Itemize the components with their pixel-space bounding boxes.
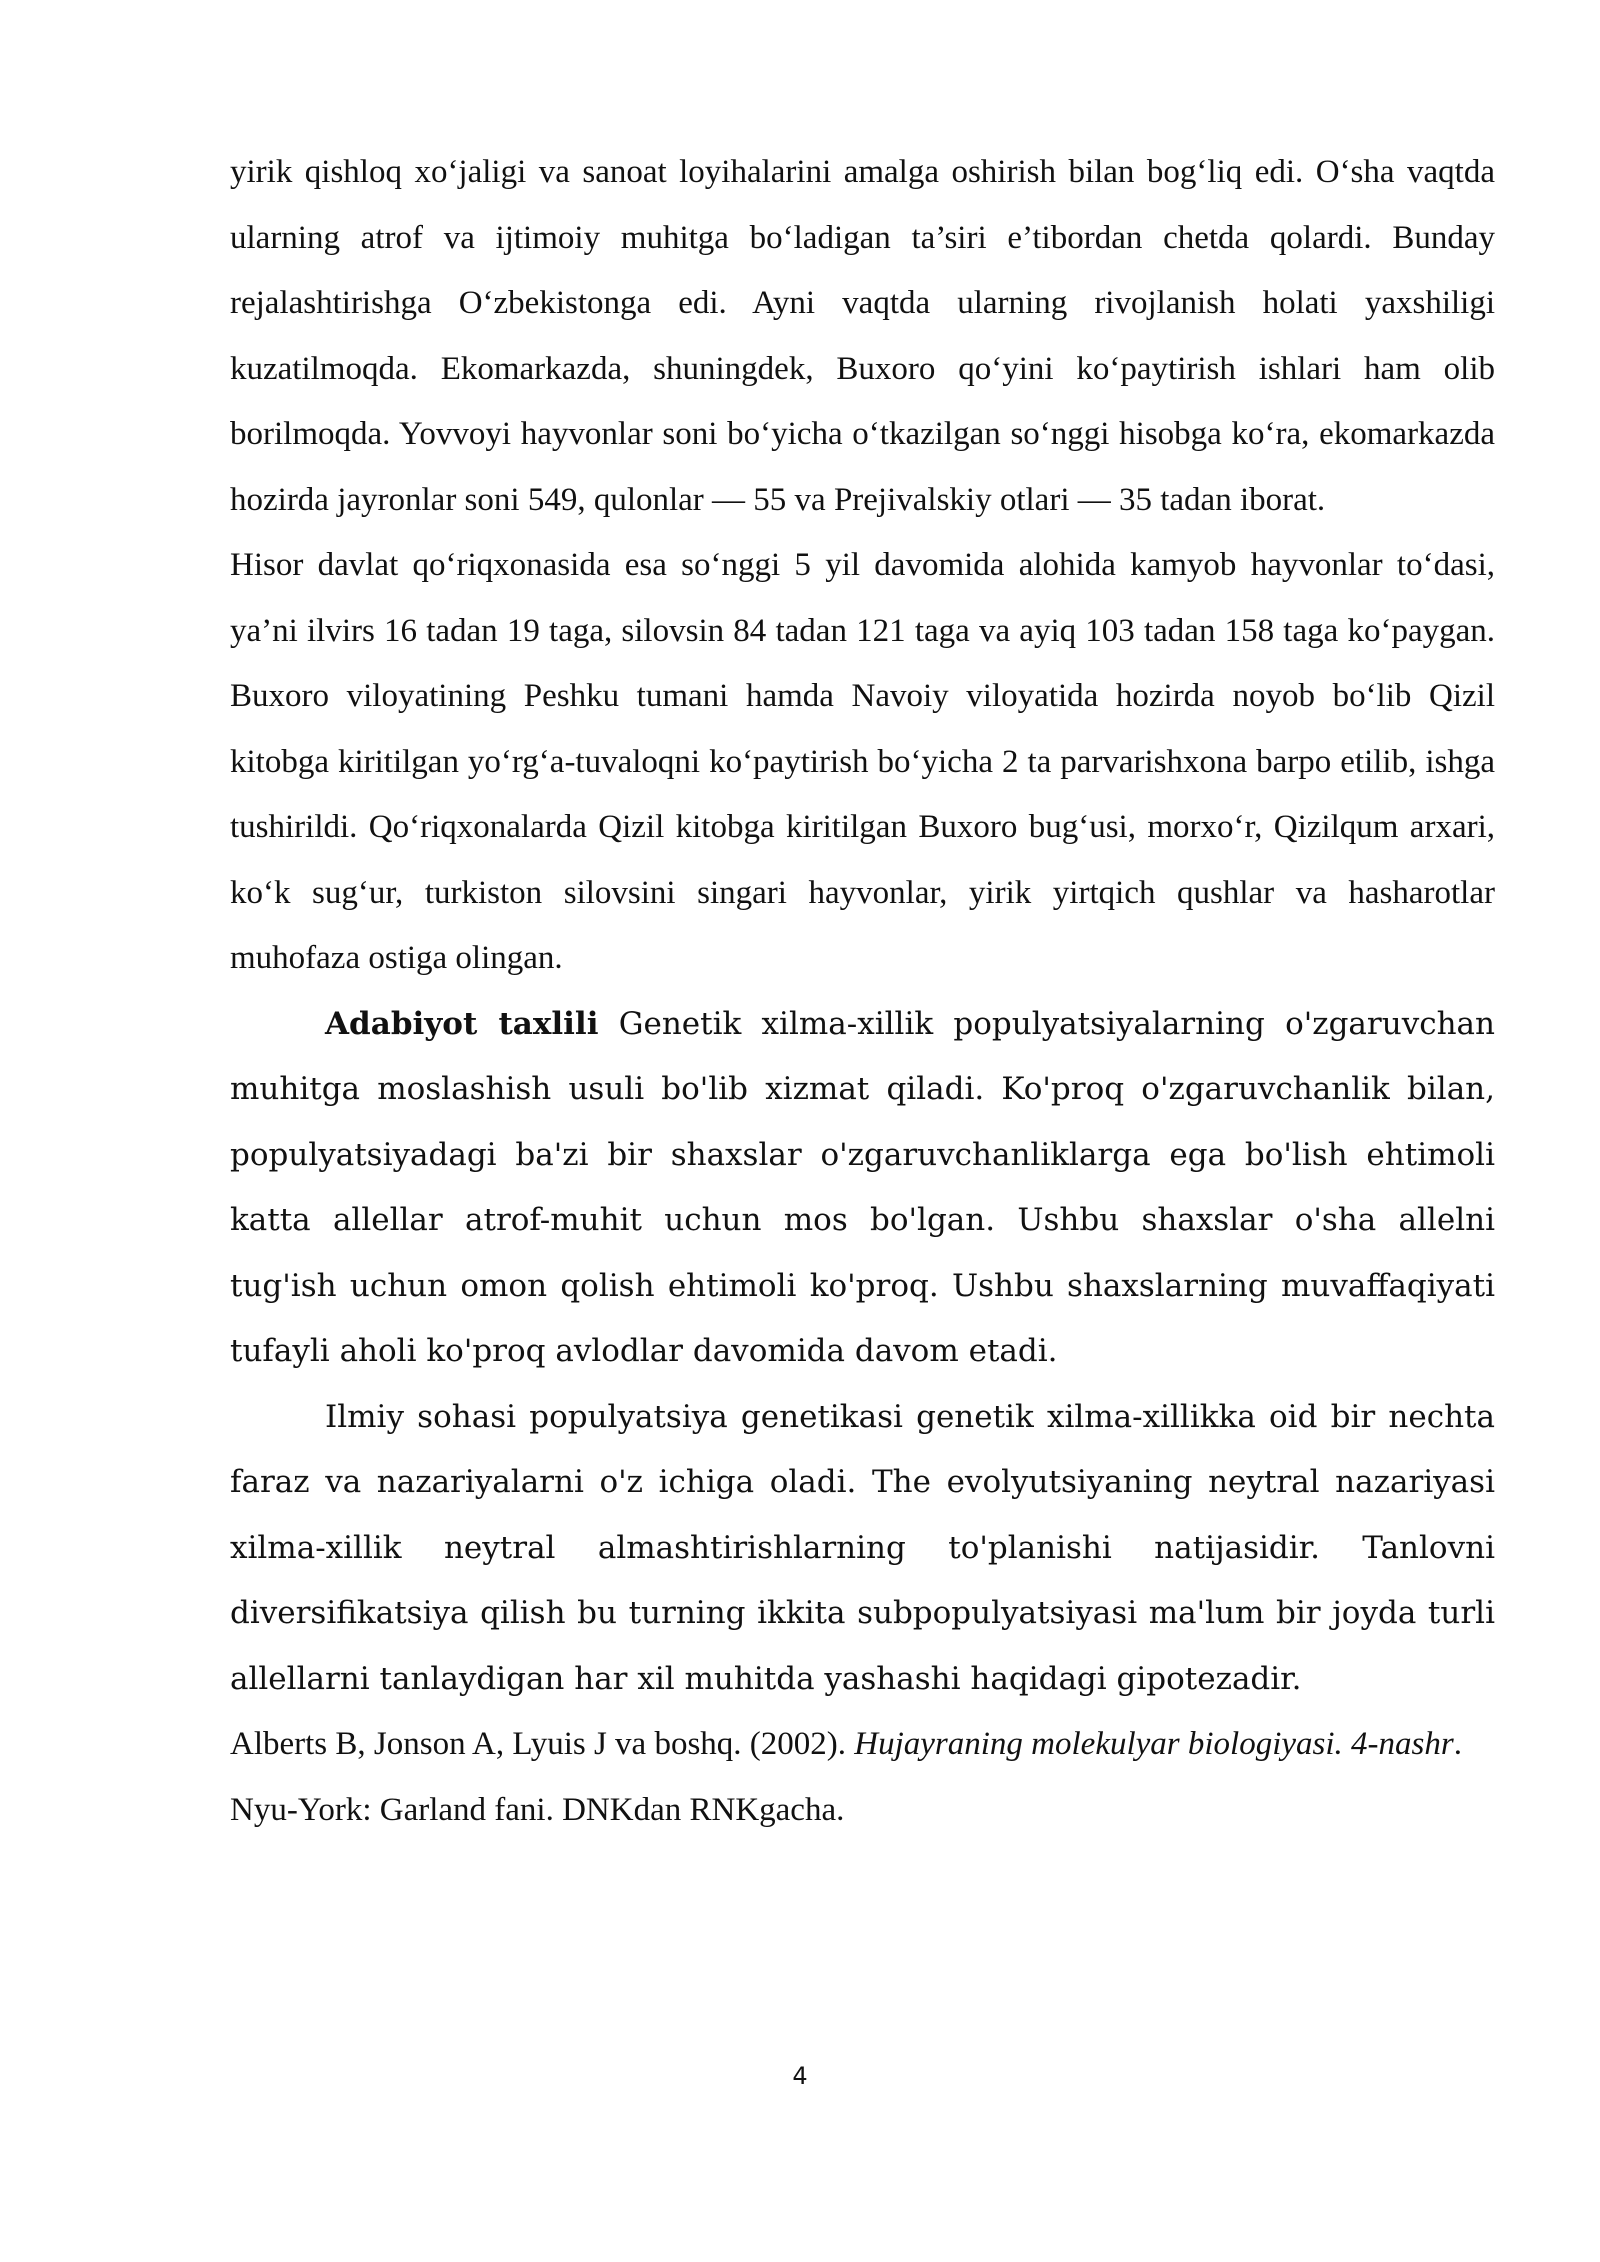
paragraph-literature-review [230,992,1495,1385]
paragraph-ecocenter: yirik qishloq xo‘jaligi va sanoat loyihalarini amalga oshirish bilan bog‘liq edi. O‘sha vaqtda ularning atrof va ijtimoiy muhitga bo‘ladigan ta’siri e’tibordan chetda qolardi. Bunday rejalashtirishga O‘zbekistonga edi. Ayni vaqtda ularning rivojlanish holati yaxshiligi kuzatilmoqda. Ekomarkazda, shuningdek, Buxoro qo‘yini ko‘paytirish ishlari ham olib borilmoqda. Yovvoyi hayvonlar soni bo‘yicha o‘tkazilgan so‘nggi hisobga ko‘ra, ekomarkazda hozirda jayronlar soni 549, qulonlar — 55 va Prejivalskiy otlari — 35 tadan iborat. [230,154,1495,518]
paragraph-hisor-reserve: Hisor davlat qo‘riqxonasida esa so‘nggi 5 yil davomida alohida kamyob hayvonlar to‘dasi, ya’ni ilvirs 16 tadan 19 taga, silovsin 84 tadan 121 taga va ayiq 103 tadan 158 taga ko‘paygan. Buxoro viloyatining Peshku tumani hamda Navoiy viloyatida hozirda noyob bo‘lib Qizil kitobga kiritilgan yo‘rg‘a-tuvaloqni ko‘paytirish bo‘yicha 2 ta parvarishxona barpo etilib, ishga tushirildi. Qo‘riqxonalarda Qizil kitobga kiritilgan Buxoro bug‘usi, morxo‘r, Qizilqum arxari, ko‘k sug‘ur, turkiston silovsini singari hayvonlar, yirik yirtqich qushlar va hasharotlar muhofaza ostiga olingan. [230,547,1495,976]
reference-publisher: . Nyu-York: Garland fani. DNKdan RNKgacha. [230,1726,1462,1828]
reference-authors: Alberts B, Jonson A, Lyuis J va boshq. (2002). [230,1726,855,1762]
paragraph-population-genetics: Ilmiy sohasi populyatsiya genetikasi genetik xilma-xillikka oid bir nechta faraz va nazariyalarni o'z ichiga oladi. The evolyutsiyaning neytral nazariyasi xilma-xillik neytral almashtirishlarning to'planishi natijasidir. Tanlovni diversifikatsiya qilish bu turning ikkita subpopulyatsiyasi ma'lum bir joyda turli allellarni tanlaydigan har xil muhitda yashashi haqidagi gipotezadir. [230,1398,1495,1697]
document-page [230,140,1495,1843]
literature-review-text: Genetik xilma-xillik populyatsiyalarning o'zgaruvchan muhitga moslashish usuli bo'lib xizmat qiladi. Ko'proq o'zgaruvchanlik bilan, populyatsiyadagi ba'zi bir shaxslar o'zgaruvchanliklarga ega bo'lish ehtimoli katta allellar atrof-muhit uchun mos bo'lgan. Ushbu shaxslar o'sha allelni tug'ish uchun omon qolish ehtimoli ko'proq. Ushbu shaxslarning muvaffaqiyati tufayli aholi ko'proq avlodlar davomida davom etadi. [230,1005,1495,1369]
page-number: 4 [792,2062,808,2090]
reference-entry [230,1712,1495,1843]
reference-title: Hujayraning molekulyar biologiyasi. 4-nashr [854,1726,1454,1762]
section-heading-literature-review: Adabiyot taxlili [325,1005,599,1042]
